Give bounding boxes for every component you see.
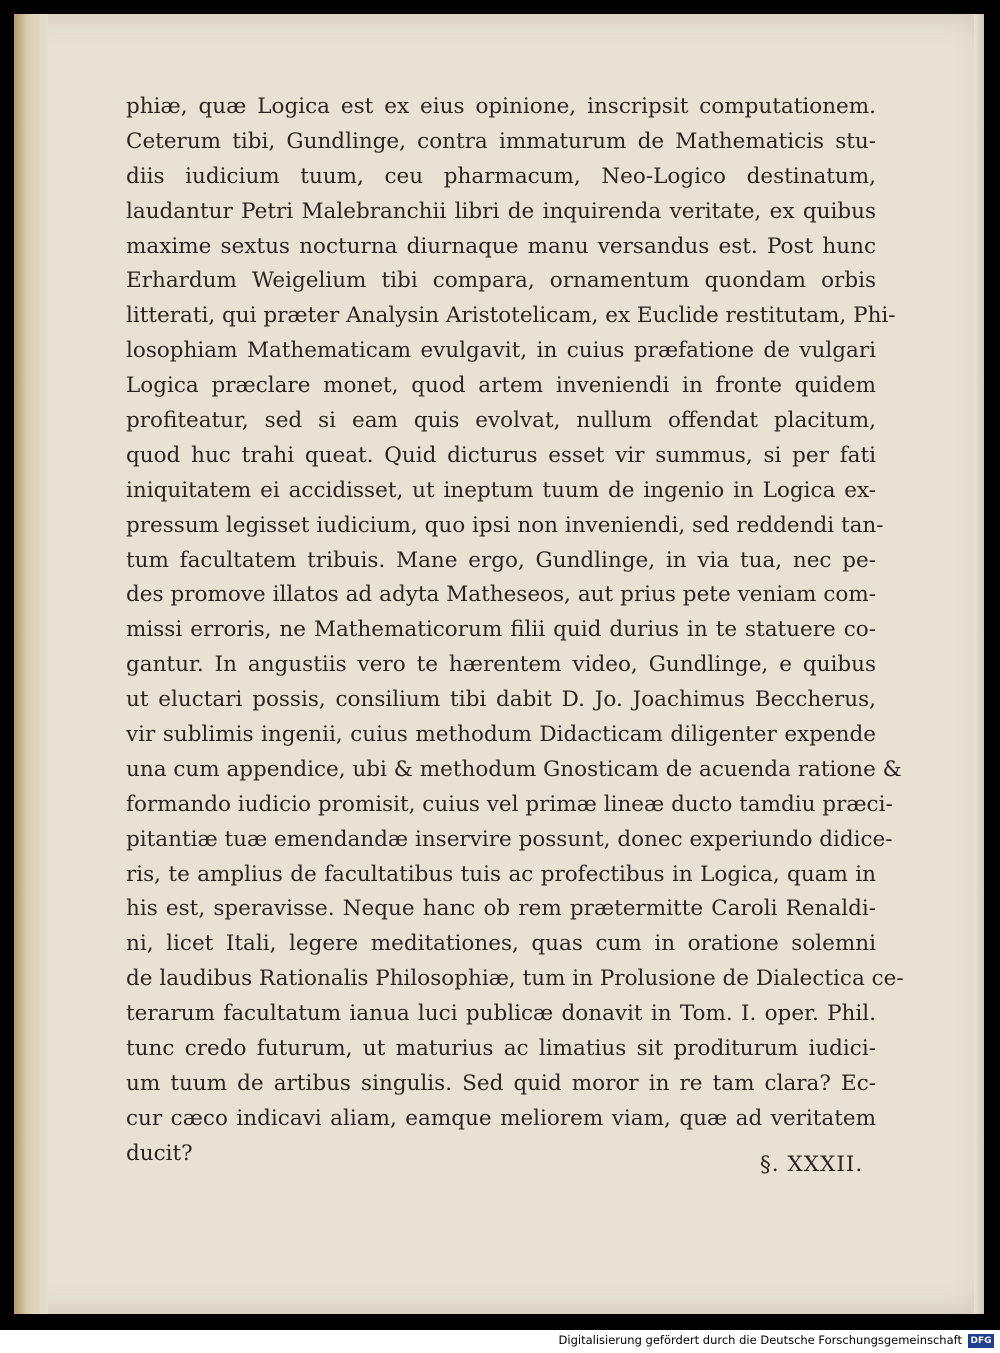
text-line: formando iudicio promisit, cuius vel primæ lineæ ducto tamdiu præci- [126,791,893,817]
text-line: um tuum de artibus singulis. Sed quid moror in re tam clara? Ec- [126,1070,876,1096]
text-line: phiæ, quæ Logica est ex eius opinione, inscripsit computationem. [126,94,876,119]
text-line: tunc credo futurum, ut maturius ac limatius sit proditurum iudici- [126,1036,876,1062]
text-line: laudantur Petri Malebranchii libri de inquirenda veritate, ex quibus [126,198,876,224]
footer-bar [0,1330,1000,1353]
text-line: terarum facultatum ianua luci publicæ donavit in Tom. I. oper. Phil. [126,1001,876,1027]
page-edge [974,14,984,1314]
body-text [126,90,904,1172]
text-line: de laudibus Rationalis Philosophiæ, tum in Prolusione de Dialectica ce- [126,966,904,992]
text-line: pitantiæ tuæ emendandæ inservire possunt, donec experiundo didice- [126,826,893,852]
text-line: ducit? [126,1140,193,1166]
dfg-logo: DFG [968,1334,994,1348]
text-line: Logica præclare monet, quod artem inveniendi in fronte quidem [126,373,876,399]
text-line: ni, licet Itali, legere meditationes, quas cum in oratione solemni [126,931,876,957]
text-line: maxime sextus nocturna diurnaque manu versandus est. Post hunc [126,233,876,259]
text-line: vir sublimis ingenii, cuius methodum Didacticam diligenter expende [126,722,876,748]
text-line: pressum legisset iudicium, quo ipsi non inveniendi, sed reddendi tan- [126,512,884,538]
page-gutter [14,14,48,1314]
text-line: litterati, qui præter Analysin Aristotelicam, ex Euclide restitutam, Phi- [126,303,896,329]
catchword: §. XXXII. [760,1152,864,1177]
text-line: profiteatur, sed si eam quis evolvat, nullum offendat placitum, [126,408,876,434]
text-line: quod huc trahi queat. Quid dicturus esset vir summus, si per fati [126,442,876,468]
text-line: des promove illatos ad adyta Matheseos, aut prius pete veniam com- [126,582,876,608]
text-line: iniquitatem ei accidisset, ut ineptum tuum de ingenio in Logica ex- [126,477,876,503]
text-line: ris, te amplius de facultatibus tuis ac profectibus in Logica, quam in [126,861,876,887]
text-line: gantur. In angustiis vero te hærentem video, Gundlinge, e quibus [126,652,876,678]
text-line: una cum appendice, ubi & methodum Gnosticam de acuenda ratione & [126,756,902,782]
text-line: ut eluctari possis, consilium tibi dabit D. Jo. Joachimus Beccherus, [126,687,876,713]
text-line: his est, speravisse. Neque hanc ob rem prætermitte Caroli Renaldi- [126,896,876,922]
text-line: losophiam Mathematicam evulgavit, in cuius præfatione de vulgari [126,338,876,364]
footer-credit: Digitalisierung gefördert durch die Deutsche Forschungsgemeinschaft [558,1333,962,1347]
text-line: diis iudicium tuum, ceu pharmacum, Neo-Logico destinatum, [126,163,876,189]
text-line: tum facultatem tribuis. Mane ergo, Gundlinge, in via tua, nec pe- [126,547,876,573]
text-line: Ceterum tibi, Gundlinge, contra immaturum de Mathematicis stu- [126,128,876,154]
text-line: Erhardum Weigelium tibi compara, ornamentum quondam orbis [126,268,876,294]
text-line: missi erroris, ne Mathematicorum filii quid durius in te statuere co- [126,617,876,643]
text-line: cur cæco indicavi aliam, eamque meliorem viam, quæ ad veritatem [126,1105,876,1131]
